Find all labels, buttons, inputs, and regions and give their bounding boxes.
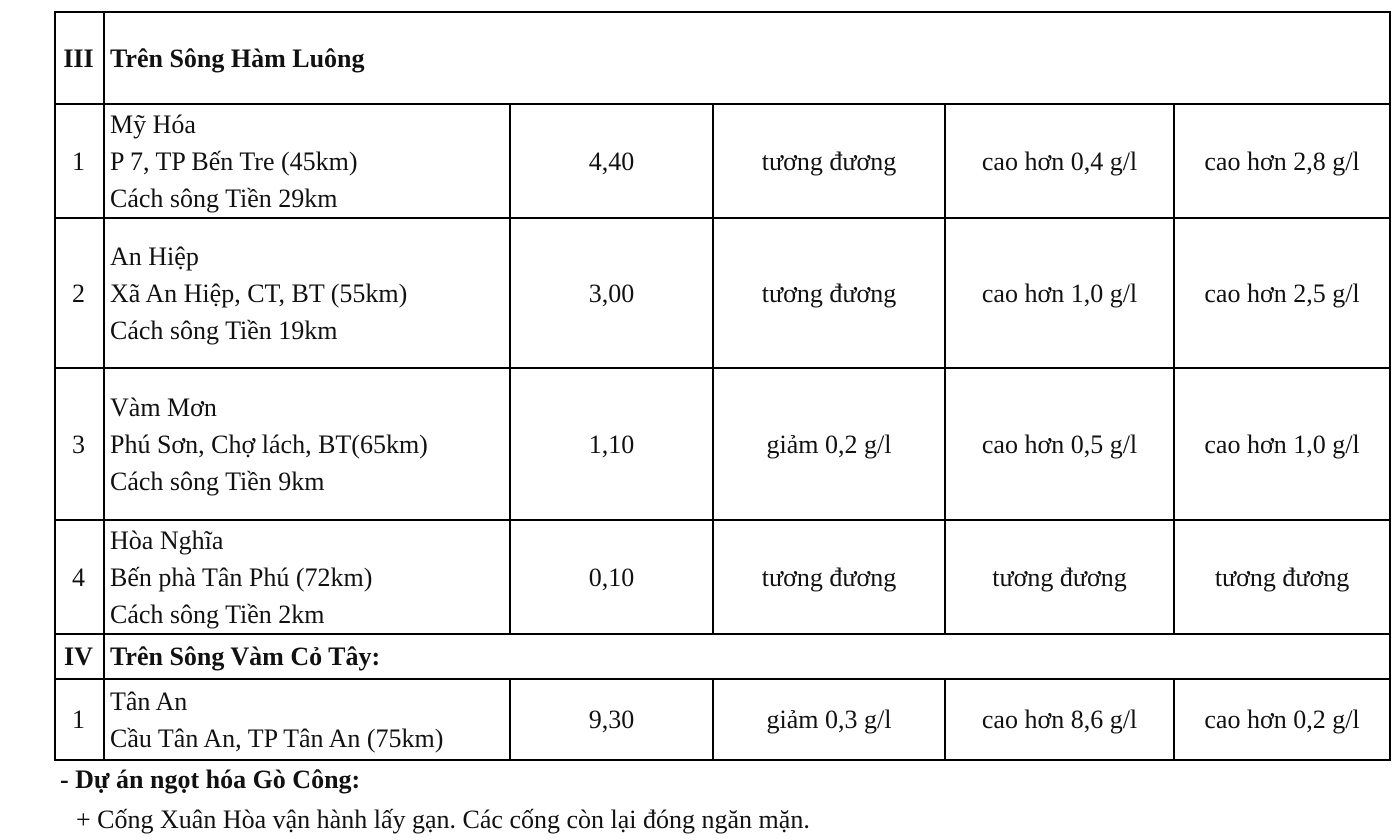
station-distance: Cách sông Tiền 2km: [110, 599, 325, 629]
salinity-value: 1,10: [510, 368, 713, 520]
comparison-1: giảm 0,3 g/l: [713, 679, 945, 760]
location-cell: [104, 218, 510, 368]
station-distance: Cách sông Tiền 19km: [110, 315, 338, 345]
station-distance: Cách sông Tiền 29km: [110, 183, 338, 213]
table-row: [55, 679, 1390, 760]
station-address: Cầu Tân An, TP Tân An (75km): [110, 723, 444, 753]
section-header-row: [55, 634, 1390, 679]
comparison-3: tương đương: [1174, 520, 1390, 634]
comparison-2: cao hơn 0,4 g/l: [945, 104, 1174, 218]
table-row: [55, 520, 1390, 634]
location-cell: [104, 679, 510, 760]
table-row: [55, 104, 1390, 218]
row-number: 4: [55, 520, 104, 634]
station-address: Xã An Hiệp, CT, BT (55km): [110, 278, 408, 308]
location-cell: [104, 520, 510, 634]
comparison-1: tương đương: [713, 218, 945, 368]
comparison-3: cao hơn 2,8 g/l: [1174, 104, 1390, 218]
location-cell: [104, 368, 510, 520]
salinity-table: [54, 11, 1391, 761]
station-name: An Hiệp: [110, 241, 199, 271]
comparison-3: cao hơn 1,0 g/l: [1174, 368, 1390, 520]
table-row: [55, 368, 1390, 520]
comparison-2: tương đương: [945, 520, 1174, 634]
salinity-table-wrapper: [54, 11, 1391, 761]
salinity-value: 3,00: [510, 218, 713, 368]
station-name: Hòa Nghĩa: [110, 525, 224, 555]
row-number: 1: [55, 679, 104, 760]
comparison-1: tương đương: [713, 104, 945, 218]
section-header-row: [55, 12, 1390, 104]
station-address: Bến phà Tân Phú (72km): [110, 562, 373, 592]
location-cell: [104, 104, 510, 218]
station-address: P 7, TP Bến Tre (45km): [110, 146, 358, 176]
station-distance: Cách sông Tiền 9km: [110, 466, 325, 496]
station-address: Phú Sơn, Chợ lách, BT(65km): [110, 429, 428, 459]
section-roman: III: [55, 12, 104, 104]
salinity-value: 9,30: [510, 679, 713, 760]
section-title: Trên Sông Hàm Luông: [104, 12, 1390, 104]
comparison-2: cao hơn 0,5 g/l: [945, 368, 1174, 520]
project-note-title: - Dự án ngọt hóa Gò Công:: [60, 765, 361, 794]
row-number: 3: [55, 368, 104, 520]
row-number: 2: [55, 218, 104, 368]
comparison-1: tương đương: [713, 520, 945, 634]
comparison-2: cao hơn 8,6 g/l: [945, 679, 1174, 760]
comparison-3: cao hơn 0,2 g/l: [1174, 679, 1390, 760]
project-note-line: + Cống Xuân Hòa vận hành lấy gạn. Các cống còn lại đóng ngăn mặn.: [76, 805, 810, 834]
comparison-3: cao hơn 2,5 g/l: [1174, 218, 1390, 368]
section-title: Trên Sông Vàm Cỏ Tây:: [104, 634, 1390, 679]
comparison-1: giảm 0,2 g/l: [713, 368, 945, 520]
notes-section: [60, 760, 810, 840]
salinity-value: 4,40: [510, 104, 713, 218]
table-row: [55, 218, 1390, 368]
salinity-value: 0,10: [510, 520, 713, 634]
station-name: Vàm Mơn: [110, 392, 217, 422]
station-name: Mỹ Hóa: [110, 109, 196, 139]
row-number: 1: [55, 104, 104, 218]
section-roman: IV: [55, 634, 104, 679]
station-name: Tân An: [110, 686, 188, 716]
comparison-2: cao hơn 1,0 g/l: [945, 218, 1174, 368]
